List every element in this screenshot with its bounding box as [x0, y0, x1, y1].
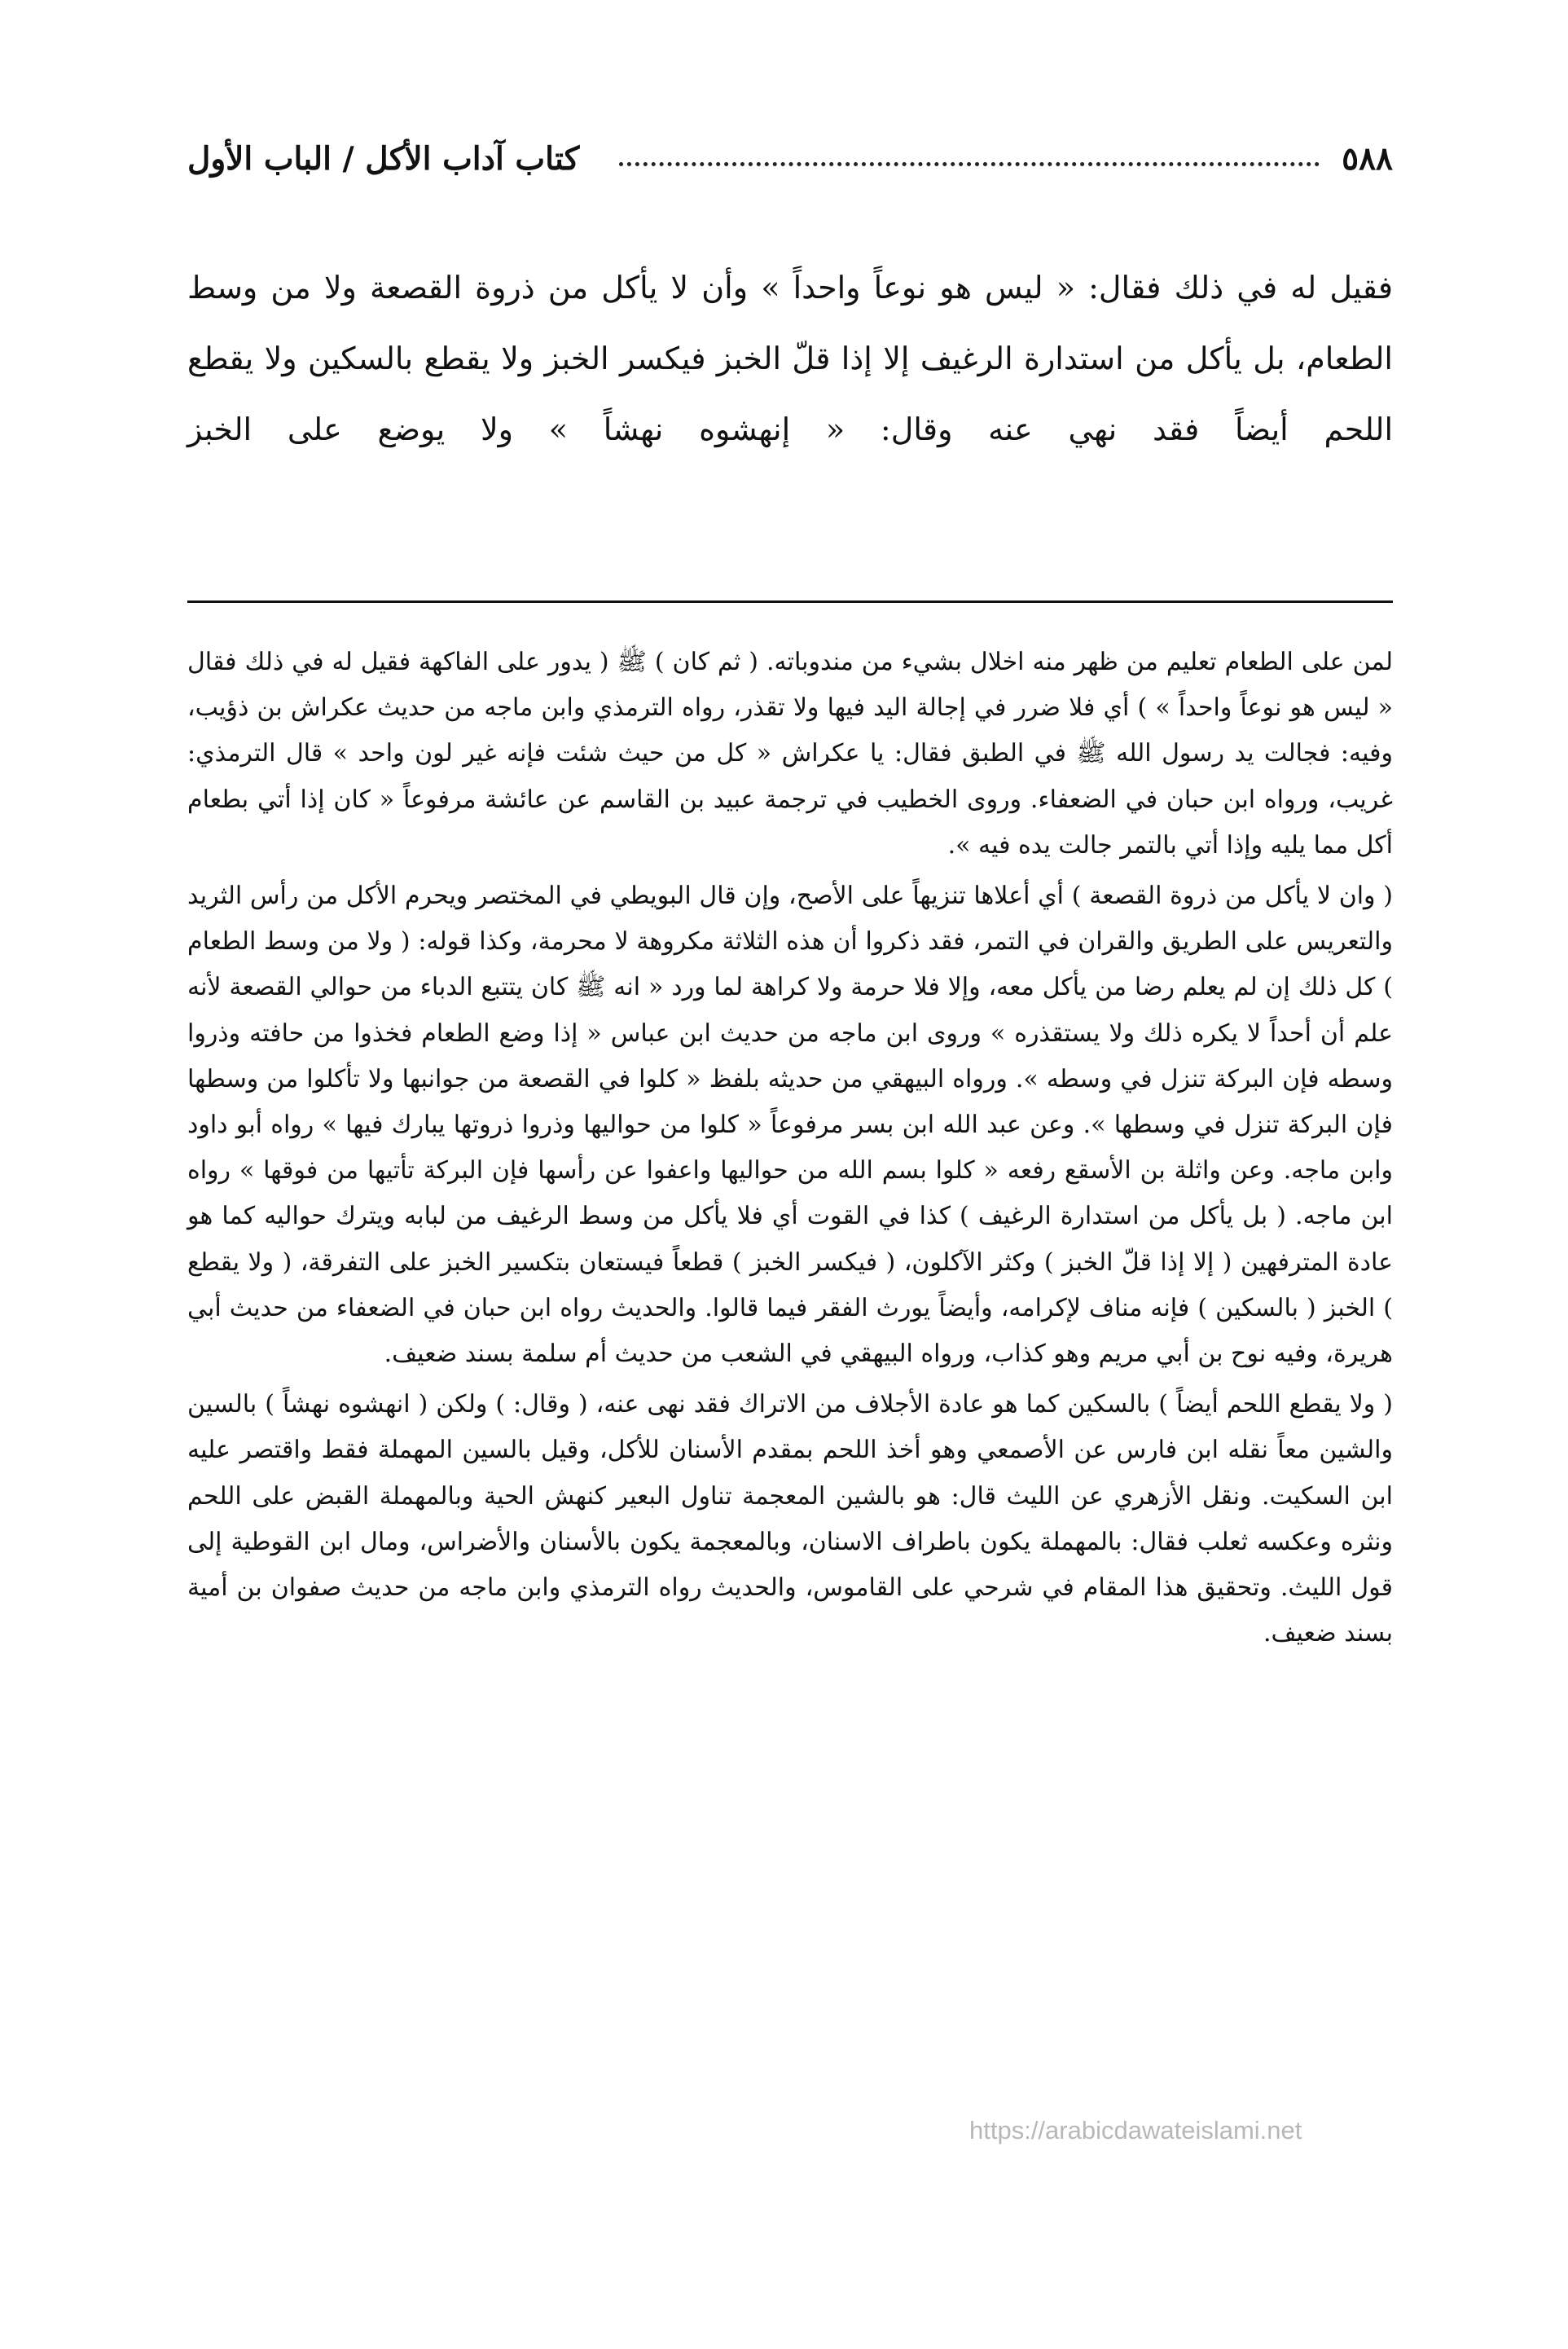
- website-watermark: https://arabicdawateislami.net: [969, 2116, 1302, 2144]
- page-number: ٥٨٨: [1342, 140, 1393, 178]
- section-divider: [187, 600, 1393, 603]
- commentary-paragraph-1: لمن على الطعام تعليم من ظهر منه اخلال بشيء من مندوباته. ( ثم كان ) ﷺ ( يدور على الفاكهة فقيل له في ذلك فقال « ليس هو نوعاً واحداً » ) أي فلا ضرر في إجالة اليد فيها ولا تقذر، رواه الترمذي وابن ماجه من حديث عكراش بن ذؤيب، وفيه: فجالت يد رسول الله ﷺ في الطبق فقال: يا عكراش « كل من حيث شئت فإنه غير لون واحد » قال الترمذي: غريب، ورواه ابن حبان في الضعفاء. وروى الخطيب في ترجمة عبيد بن القاسم عن عائشة مرفوعاً « كان إذا أتي بطعام أكل مما يليه وإذا أتي بالتمر جالت يده فيه ».: [187, 648, 1393, 860]
- main-text: [187, 253, 1393, 465]
- commentary: [187, 640, 1393, 1661]
- page-header: [187, 130, 1393, 187]
- commentary-paragraph-3: ( ولا يقطع اللحم أيضاً ) بالسكين كما هو عادة الأجلاف من الاتراك فقد نهى عنه، ( وقال: ) ولكن ( انهشوه نهشاً ) بالسين والشين معاً نقله ابن فارس عن الأصمعي وهو أخذ اللحم بمقدم الأسنان للأكل، وقيل بالسين المهملة فقط واقتصر عليه ابن السكيت. ونقل الأزهري عن الليث قال: هو بالشين المعجمة تناول البعير كنهش الحية وبالمهملة القبض على اللحم ونثره وعكسه ثعلب فقال: بالمهملة يكون باطراف الاسنان، وبالمعجمة يكون بالأسنان والأضراس، ومال ابن القوطية إلى قول الليث. وتحقيق هذا المقام في شرحي على القاموس، والحديث رواه الترمذي وابن ماجه من حديث صفوان بن أمية بسند ضعيف.: [187, 1390, 1393, 1648]
- commentary-paragraph-2: ( وان لا يأكل من ذروة القصعة ) أي أعلاها تنزيهاً على الأصح، وإن قال البويطي في المختصر ويحرم الأكل من رأس الثريد والتعريس على الطريق والقران في التمر، فقد ذكروا أن هذه الثلاثة مكروهة لا محرمة، وكذا قوله: ( ولا من وسط الطعام ) كل ذلك إن لم يعلم رضا من يأكل معه، وإلا فلا حرمة ولا كراهة لما ورد « انه ﷺ كان يتتبع الدباء من حوالي القصعة لأنه علم أن أحداً لا يكره ذلك ولا يستقذره » وروى ابن ماجه من حديث ابن عباس « إذا وضع الطعام فخذوا من حافته وذروا وسطه فإن البركة تنزل في وسطه ». ورواه البيهقي من حديثه بلفظ « كلوا في القصعة من جوانبها ولا تأكلوا من وسطها فإن البركة تنزل في وسطها ». وعن عبد الله ابن بسر مرفوعاً « كلوا من حواليها وذروا ذروتها يبارك فيها » رواه أبو داود وابن ماجه. وعن واثلة بن الأسقع رفعه « كلوا بسم الله من حواليها واعفوا عن رأسها فإن البركة تأتيها من فوقها » رواه ابن ماجه. ( بل يأكل من استدارة الرغيف ) كذا في القوت أي فلا يأكل من وسط الرغيف من لبابه ويترك حواليه كما هو عادة المترفهين ( إلا إذا قلّ الخبز ) وكثر الآكلون، ( فيكسر الخبز ) قطعاً فيستعان بتكسير الخبز على التفرقة، ( ولا يقطع ) الخبز ( بالسكين ) فإنه مناف لإكرامه، وأيضاً يورث الفقر فيما قالوا. والحديث رواه ابن حبان في الضعفاء من حديث أبي هريرة، وفيه نوح بن أبي مريم وهو كذاب، ورواه البيهقي في الشعب من حديث أم سلمة بسند ضعيف.: [187, 882, 1393, 1369]
- running-title: كتاب آداب الأكل / الباب الأول: [187, 140, 580, 178]
- main-paragraph: فقيل له في ذلك فقال: « ليس هو نوعاً واحداً » وأن لا يأكل من ذروة القصعة ولا من وسط الطعام، بل يأكل من استدارة الرغيف إلا إذا قلّ الخبز فيكسر الخبز ولا يقطع بالسكين ولا يقطع اللحم أيضاً فقد نهي عنه وقال: « إنهشوه نهشاً » ولا يوضع على الخبز: [187, 270, 1393, 447]
- header-dotted-leader: [619, 162, 1320, 166]
- book-page: [187, 130, 1393, 2290]
